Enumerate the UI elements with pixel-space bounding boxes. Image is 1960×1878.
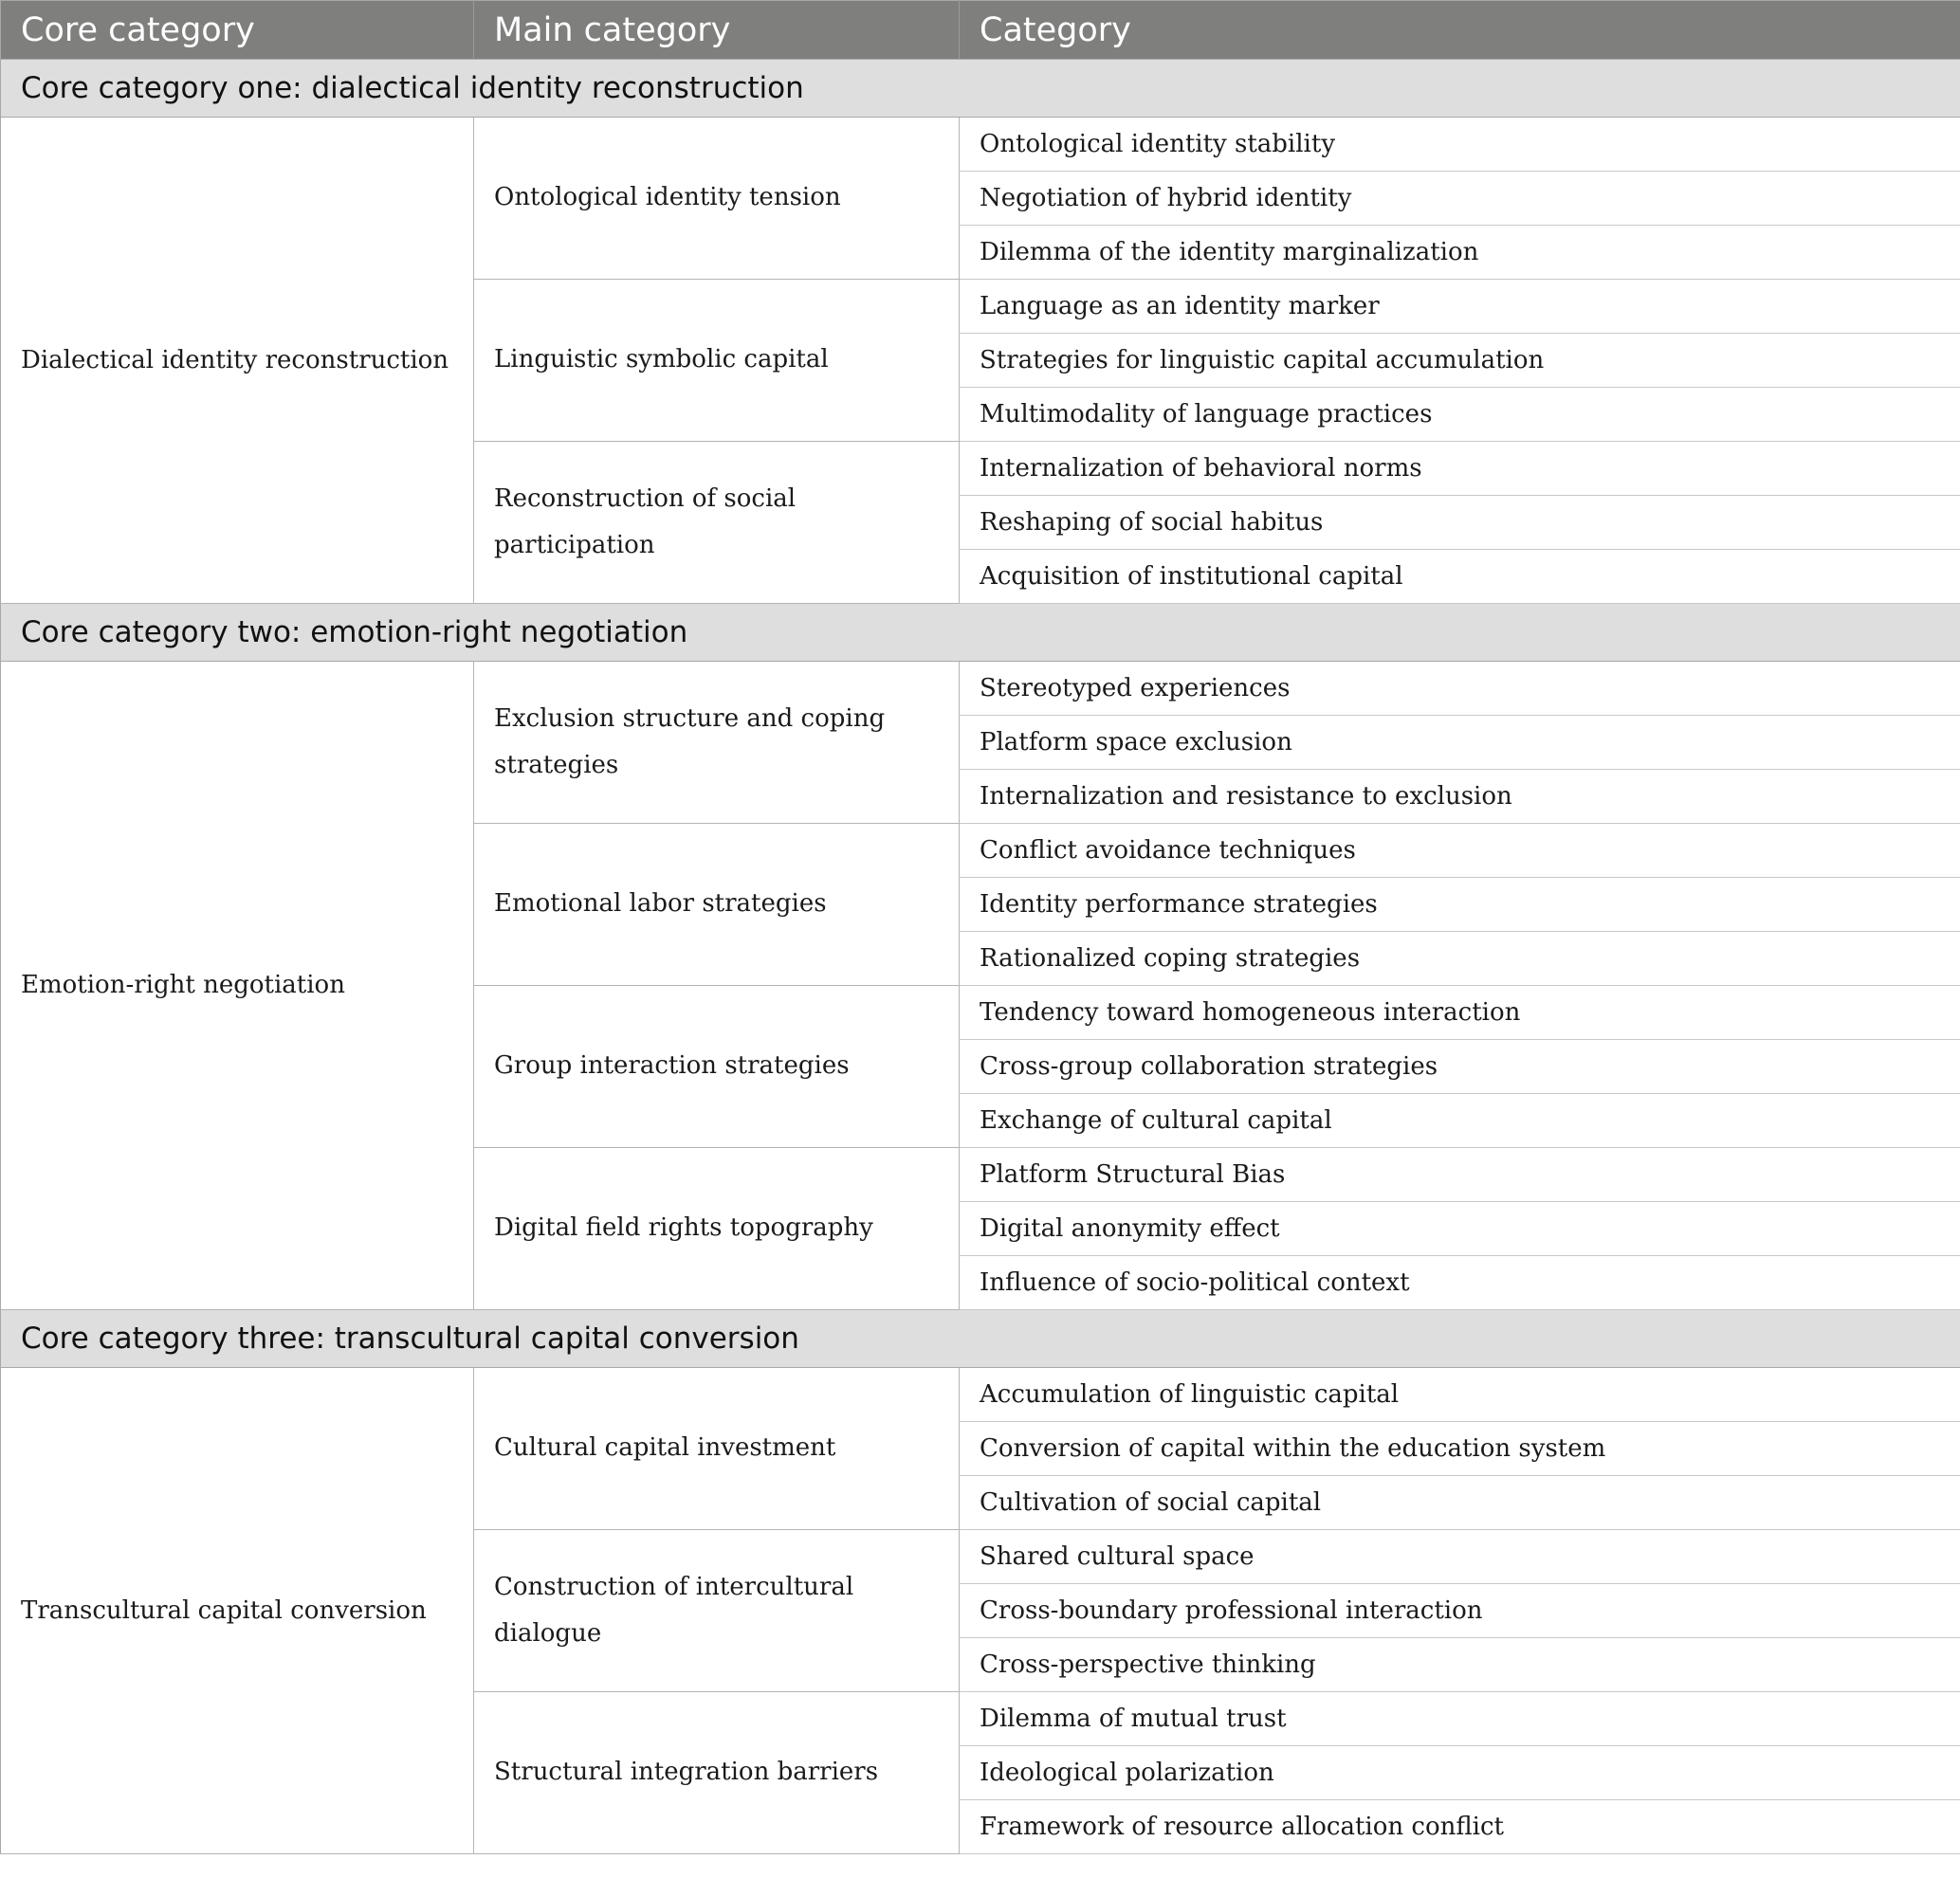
section-row: [1, 1310, 1960, 1368]
category-cell: Dilemma of the identity marginalization: [960, 226, 1960, 280]
category-cell: Tendency toward homogeneous interaction: [960, 986, 1960, 1040]
section-title: Core category two: emotion-right negotiation: [1, 604, 1960, 662]
core-category-cell: Transcultural capital conversion: [1, 1368, 474, 1854]
category-cell: Ideological polarization: [960, 1746, 1960, 1800]
category-cell: Ontological identity stability: [960, 118, 1960, 172]
core-category-cell: Emotion-right negotiation: [1, 662, 474, 1310]
category-cell: Internalization and resistance to exclusion: [960, 770, 1960, 824]
section-title: Core category three: transcultural capital conversion: [1, 1310, 1960, 1368]
main-category-cell: Reconstruction of social participation: [474, 442, 960, 604]
category-cell: Platform space exclusion: [960, 716, 1960, 770]
category-cell: Exchange of cultural capital: [960, 1094, 1960, 1148]
category-cell: Language as an identity marker: [960, 280, 1960, 334]
category-cell: Framework of resource allocation conflict: [960, 1800, 1960, 1854]
category-cell: Conflict avoidance techniques: [960, 824, 1960, 878]
core-category-cell: Dialectical identity reconstruction: [1, 118, 474, 604]
header-main-category: Main category: [474, 1, 960, 60]
category-cell: Conversion of capital within the education system: [960, 1422, 1960, 1476]
main-category-cell: Construction of intercultural dialogue: [474, 1530, 960, 1692]
category-cell: Digital anonymity effect: [960, 1202, 1960, 1256]
category-cell: Multimodality of language practices: [960, 388, 1960, 442]
category-cell: Rationalized coping strategies: [960, 932, 1960, 986]
category-cell: Influence of socio-political context: [960, 1256, 1960, 1310]
header-core-category: Core category: [1, 1, 474, 60]
main-category-cell: Ontological identity tension: [474, 118, 960, 280]
table-row: [1, 118, 1960, 172]
category-cell: Acquisition of institutional capital: [960, 550, 1960, 604]
category-cell: Stereotyped experiences: [960, 662, 1960, 716]
table-row: [1, 662, 1960, 716]
main-category-cell: Cultural capital investment: [474, 1368, 960, 1530]
table-row: [1, 1368, 1960, 1422]
category-cell: Reshaping of social habitus: [960, 496, 1960, 550]
main-category-cell: Structural integration barriers: [474, 1692, 960, 1854]
header-category: Category: [960, 1, 1960, 60]
section-row: [1, 60, 1960, 118]
category-cell: Cross-boundary professional interaction: [960, 1584, 1960, 1638]
section-title: Core category one: dialectical identity reconstruction: [1, 60, 1960, 118]
category-cell: Dilemma of mutual trust: [960, 1692, 1960, 1746]
category-cell: Identity performance strategies: [960, 878, 1960, 932]
main-category-cell: Group interaction strategies: [474, 986, 960, 1148]
section-row: [1, 604, 1960, 662]
category-cell: Strategies for linguistic capital accumulation: [960, 334, 1960, 388]
category-cell: Negotiation of hybrid identity: [960, 172, 1960, 226]
main-category-cell: Emotional labor strategies: [474, 824, 960, 986]
table-body: [1, 60, 1960, 1854]
category-cell: Shared cultural space: [960, 1530, 1960, 1584]
category-cell: Platform Structural Bias: [960, 1148, 1960, 1202]
category-cell: Cultivation of social capital: [960, 1476, 1960, 1530]
category-cell: Cross-group collaboration strategies: [960, 1040, 1960, 1094]
main-category-cell: Digital field rights topography: [474, 1148, 960, 1310]
category-cell: Accumulation of linguistic capital: [960, 1368, 1960, 1422]
header-row: [1, 1, 1960, 60]
category-cell: Internalization of behavioral norms: [960, 442, 1960, 496]
category-cell: Cross-perspective thinking: [960, 1638, 1960, 1692]
main-category-cell: Exclusion structure and coping strategies: [474, 662, 960, 824]
main-category-cell: Linguistic symbolic capital: [474, 280, 960, 442]
